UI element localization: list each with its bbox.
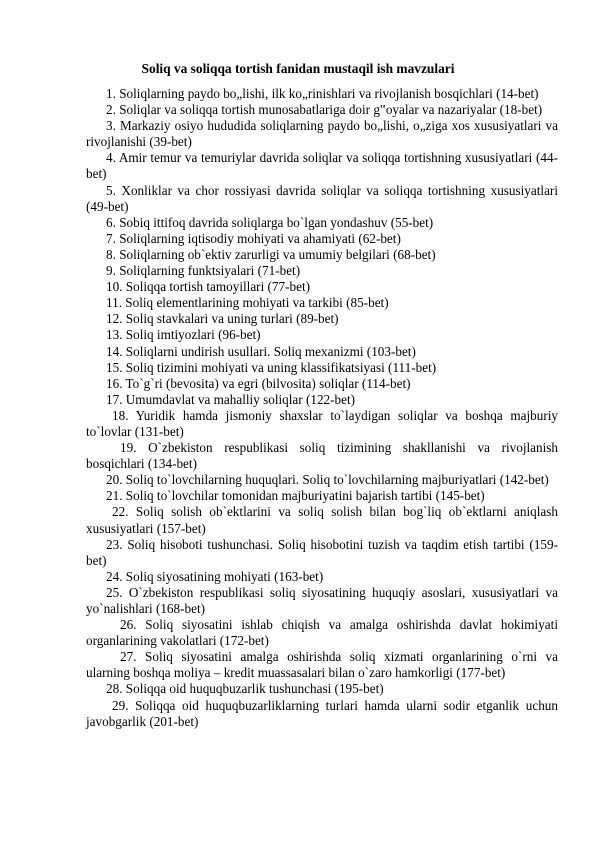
- topic-item: 18. Yuridik hamda jismoniy shaxslar to`laydigan soliqlar va boshqa majburiy to`lovlar (131-bet): [86, 407, 558, 439]
- topic-item: 25. O`zbekiston respublikasi soliq siyosatining huquqiy asoslari, xususiyatlari va yo`nalishlari (168-bet): [86, 584, 558, 616]
- topic-item: 16. To`g`ri (bevosita) va egri (bilvosita) soliqlar (114-bet): [106, 375, 411, 391]
- topic-item: 24. Soliq siyosatining mohiyati (163-bet): [106, 568, 324, 584]
- topic-item: 17. Umumdavlat va mahalliy soliqlar (122-bet): [106, 391, 356, 407]
- topic-item: 4. Amir temur va temuriylar davrida soliqlar va soliqqa tortishning xususiyatlari (44-bet): [86, 150, 558, 182]
- topic-item: 21. Soliq to`lovchilar tomonidan majburiyatini bajarish tartibi (145-bet): [106, 488, 485, 504]
- topic-item: 8. Soliqlarning ob`ektiv zarurligi va umumiy belgilari (68-bet): [106, 246, 436, 262]
- topic-item: 14. Soliqlarni undirish usullari. Soliq mexanizmi (103-bet): [106, 343, 416, 359]
- topic-item: 13. Soliq imtiyozlari (96-bet): [106, 327, 261, 343]
- topic-item: 20. Soliq to`lovchilarning huquqlari. Soliq to`lovchilarning majburiyatlari (142-bet): [106, 472, 549, 488]
- topic-item: 27. Soliq siyosatini amalga oshirishda soliq xizmati organlarining o`rni va ularning boshqa moliya – kredit muassasalari bilan o`zaro hamkorligi (177-bet): [86, 649, 558, 681]
- topic-item: 28. Soliqqa oid huquqbuzarlik tushunchasi (195-bet): [106, 681, 384, 697]
- topic-item: 9. Soliqlarning funktsiyalari (71-bet): [106, 263, 301, 279]
- topic-item: 19. O`zbekiston respublikasi soliq tizimining shakllanishi va rivojlanish bosqichlari (134-bet): [86, 440, 558, 472]
- topic-item: 22. Soliq solish ob`ektlarini va soliq solish bilan bog`liq ob`ektlarni aniqlash xususiyatlari (157-bet): [86, 504, 558, 536]
- topic-item: 3. Markaziy osiyo hududida soliqlarning paydo bo„lishi, o„ziga xos xususiyatlari va rivojlanishi (39-bet): [86, 118, 558, 150]
- topic-item: 7. Soliqlarning iqtisodiy mohiyati va ahamiyati (62-bet): [106, 230, 401, 246]
- topic-list: [86, 86, 558, 730]
- topic-item: 12. Soliq stavkalari va uning turlari (89-bet): [106, 311, 339, 327]
- topic-item: 10. Soliqqa tortish tamoyillari (77-bet): [106, 279, 311, 295]
- topic-item: 6. Sobiq ittifoq davrida soliqlarga bo`lgan yondashuv (55-bet): [106, 214, 434, 230]
- topic-item: 1. Soliqlarning paydo bo„lishi, ilk ko„rinishlari va rivojlanish bosqichlari (14-bet): [106, 86, 539, 101]
- page-title: Soliq va soliqqa tortish fanidan mustaqil ish mavzulari: [141, 61, 455, 76]
- topic-item: 15. Soliq tizimini mohiyati va uning klassifikatsiyasi (111-bet): [106, 359, 437, 375]
- topic-item: 11. Soliq elementlarining mohiyati va tarkibi (85-bet): [106, 295, 389, 311]
- topic-item: 2. Soliqlar va soliqqa tortish munosabatlariga doir g‟oyalar va nazariyalar (18-bet): [106, 102, 543, 118]
- topic-item: 26. Soliq siyosatini ishlab chiqish va amalga oshirishda davlat hokimiyati organlarining vakolatlari (172-bet): [86, 617, 558, 649]
- topic-item: 23. Soliq hisoboti tushunchasi. Soliq hisobotini tuzish va taqdim etish tartibi (159-bet): [86, 536, 558, 568]
- topic-item: 5. Xonliklar va chor rossiyasi davrida soliqlar va soliqqa tortishning xususiyatlari (49-bet): [86, 182, 558, 214]
- topic-item: 29. Soliqqa oid huquqbuzarliklarning turlari hamda ularni sodir etganlik uchun javobgarlik (201-bet): [86, 697, 558, 729]
